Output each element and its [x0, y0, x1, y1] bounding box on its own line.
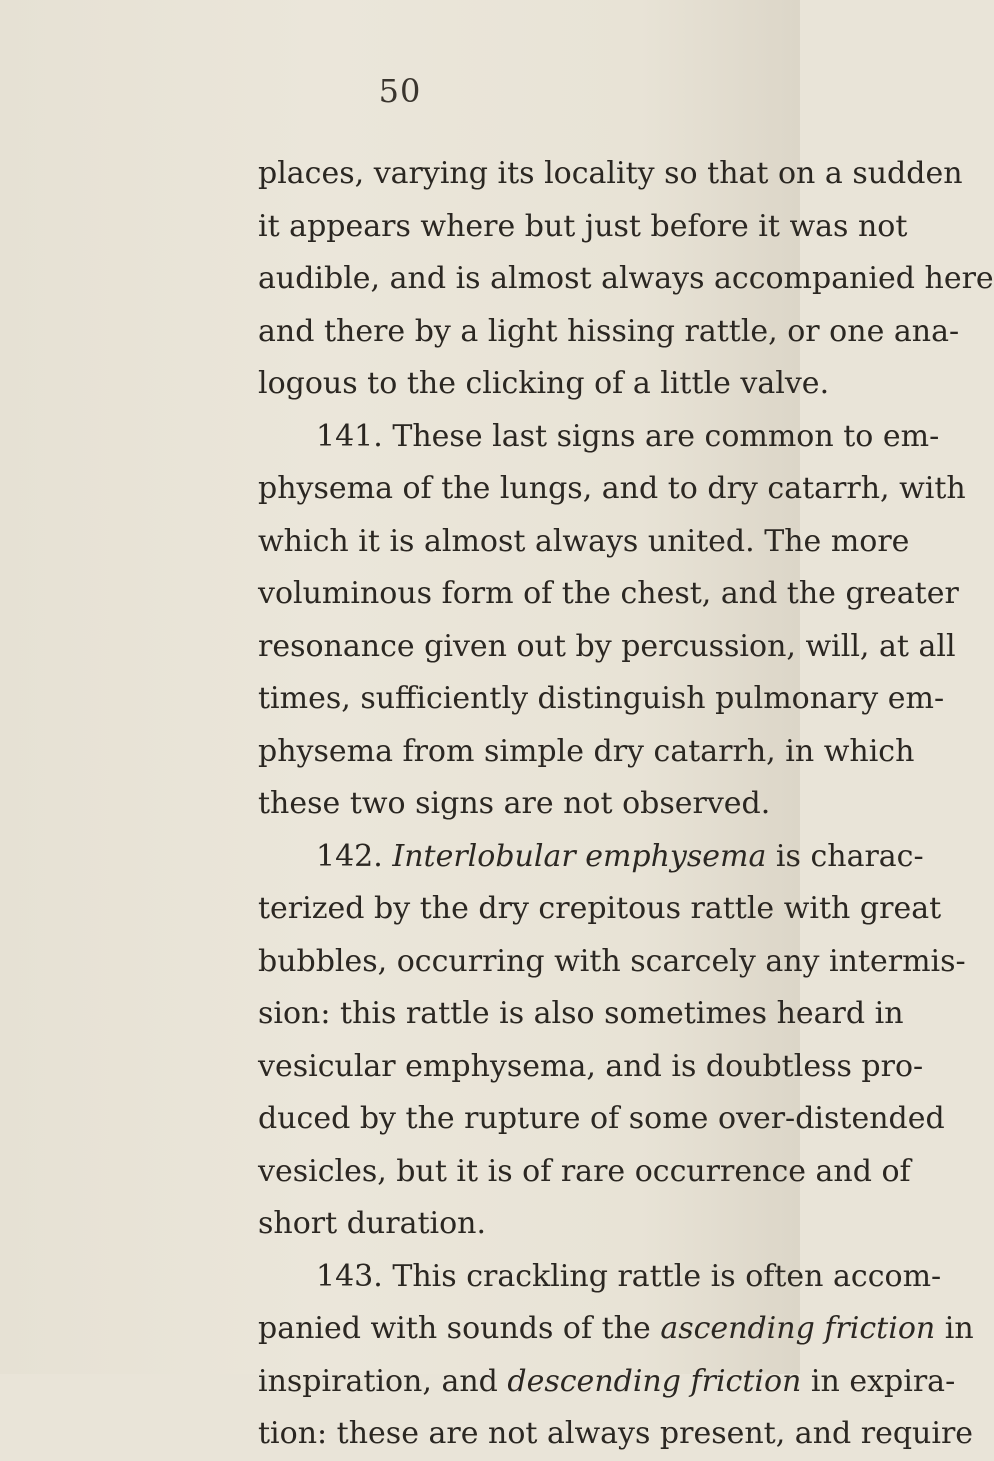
text-line: times, sufficiently distinguish pulmonary em- — [258, 681, 945, 716]
text-line: voluminous form of the chest, and the greater — [258, 576, 959, 611]
paragraph-block — [258, 148, 994, 1461]
text-line: logous to the clicking of a little valve. — [258, 366, 830, 401]
text-line — [258, 1356, 956, 1409]
italic-term: Interlobular emphysema — [392, 838, 767, 874]
text-line: which it is almost always united. The more — [258, 523, 910, 559]
text-line: places, varying its locality so that on a sudden — [258, 156, 963, 191]
text-line: sion: this rattle is also sometimes heard in — [258, 996, 904, 1031]
paragraph-141-start: 141. These last signs are common to em- — [316, 418, 940, 454]
text-fragment: in expira- — [810, 1363, 956, 1399]
text-line: bubbles, occurring with scarcely any intermis- — [258, 943, 966, 979]
paragraph-143-start: 143. This crackling rattle is often accom- — [316, 1258, 942, 1294]
text-line: physema of the lungs, and to dry catarrh, with — [258, 471, 966, 506]
text-line: and there by a light hissing rattle, or one ana- — [258, 313, 960, 349]
italic-term: ascending friction — [660, 1311, 936, 1346]
text-line: resonance given out by percussion, will, at all — [258, 628, 956, 664]
text-line — [258, 1303, 974, 1356]
text-fragment: in — [944, 1311, 974, 1346]
text-line: these two signs are not observed. — [258, 786, 771, 821]
text-line: vesicular emphysema, and is doubtless pro- — [258, 1048, 924, 1084]
text-line: physema from simple dry catarrh, in which — [258, 733, 915, 769]
text-fragment: panied with sounds of the — [258, 1311, 651, 1346]
text-line: tion: these are not always present, and require — [258, 1416, 974, 1451]
text-line: short duration. — [258, 1206, 487, 1241]
text-line: terized by the dry crepitous rattle with great — [258, 891, 942, 926]
paragraph-number: 142. — [316, 838, 383, 874]
text-fragment: inspiration, and — [258, 1363, 498, 1399]
text-line: vesicles, but it is of rare occurrence and of — [258, 1153, 911, 1189]
page-number: 50 — [378, 72, 422, 110]
italic-term: descending friction — [507, 1363, 802, 1399]
text-line: audible, and is almost always accompanied here — [258, 261, 994, 296]
text-fragment: is charac- — [775, 838, 924, 874]
text-line: it appears where but just before it was not — [258, 208, 908, 244]
text-line: duced by the rupture of some over-distended — [258, 1101, 945, 1136]
paragraph-142-start — [258, 831, 924, 884]
